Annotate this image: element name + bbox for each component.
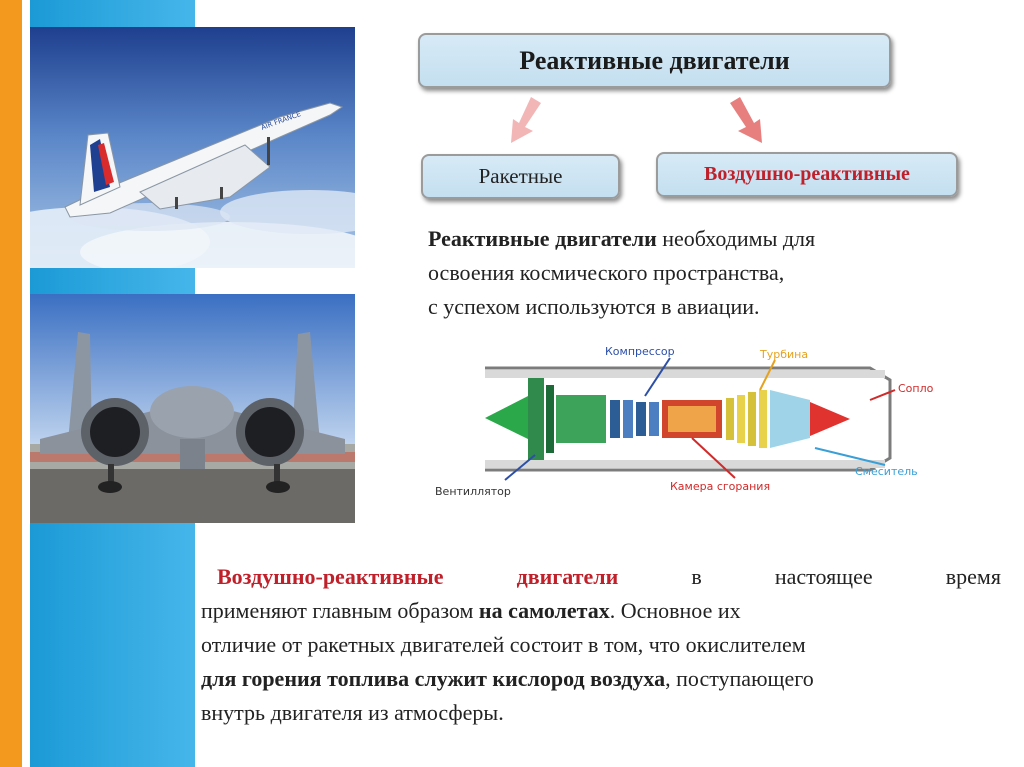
nozzle-label: Сопло [898,382,934,395]
mixer-label: Смеситель [855,465,918,478]
compressor-label: Компрессор [605,345,675,358]
body-l2-a: применяют главным образом [201,598,479,623]
engine-diagram [430,340,960,505]
airliner-photo [30,27,355,268]
intro-line1-rest: необходимы для [656,226,816,251]
page-title: Реактивные двигатели [519,45,790,75]
turbine-label: Турбина [760,348,809,361]
air-jet-engines-label: Воздушно-реактивные [704,163,910,185]
body-word-engines: двигатели [516,564,619,589]
chamber-label: Камера сгорания [670,480,771,493]
intro-line3: с успехом используются в авиации. [428,294,760,319]
body-word-v: в [691,564,702,589]
body-word-present: настоящее [774,564,873,589]
body-l5: внутрь двигателя из атмосферы. [201,700,504,725]
fighter-jet-photo [30,294,355,523]
rocket-engines-box [421,154,620,199]
title-box [418,33,891,88]
stripe-orange [0,0,22,767]
fan-label: Вентиллятор [435,485,511,498]
stripe-white [22,0,30,767]
body-red-term: Воздушно-реактивные [217,564,444,589]
body-l2-c: . Основное их [609,598,741,623]
body-l4-c: , поступающего [665,666,814,691]
intro-bold: Реактивные двигатели [428,226,657,251]
intro-line2: освоения космического пространства, [428,260,785,285]
arrow-left-icon [505,97,545,147]
body-l3: отличие от ракетных двигателей состоит в том, что окислителем [201,632,806,657]
body-l2-b: на самолетах [478,598,610,623]
body-paragraph [201,560,1001,730]
svg-text:AIR FRANCE: AIR FRANCE [259,110,303,132]
rocket-engines-label: Ракетные [478,164,563,188]
air-jet-engines-box [656,152,958,197]
body-l4-b: для горения топлива служит кислород воздуха [201,666,666,691]
body-word-time: время [945,564,1001,589]
arrow-right-icon [730,97,770,147]
intro-paragraph [428,222,968,324]
